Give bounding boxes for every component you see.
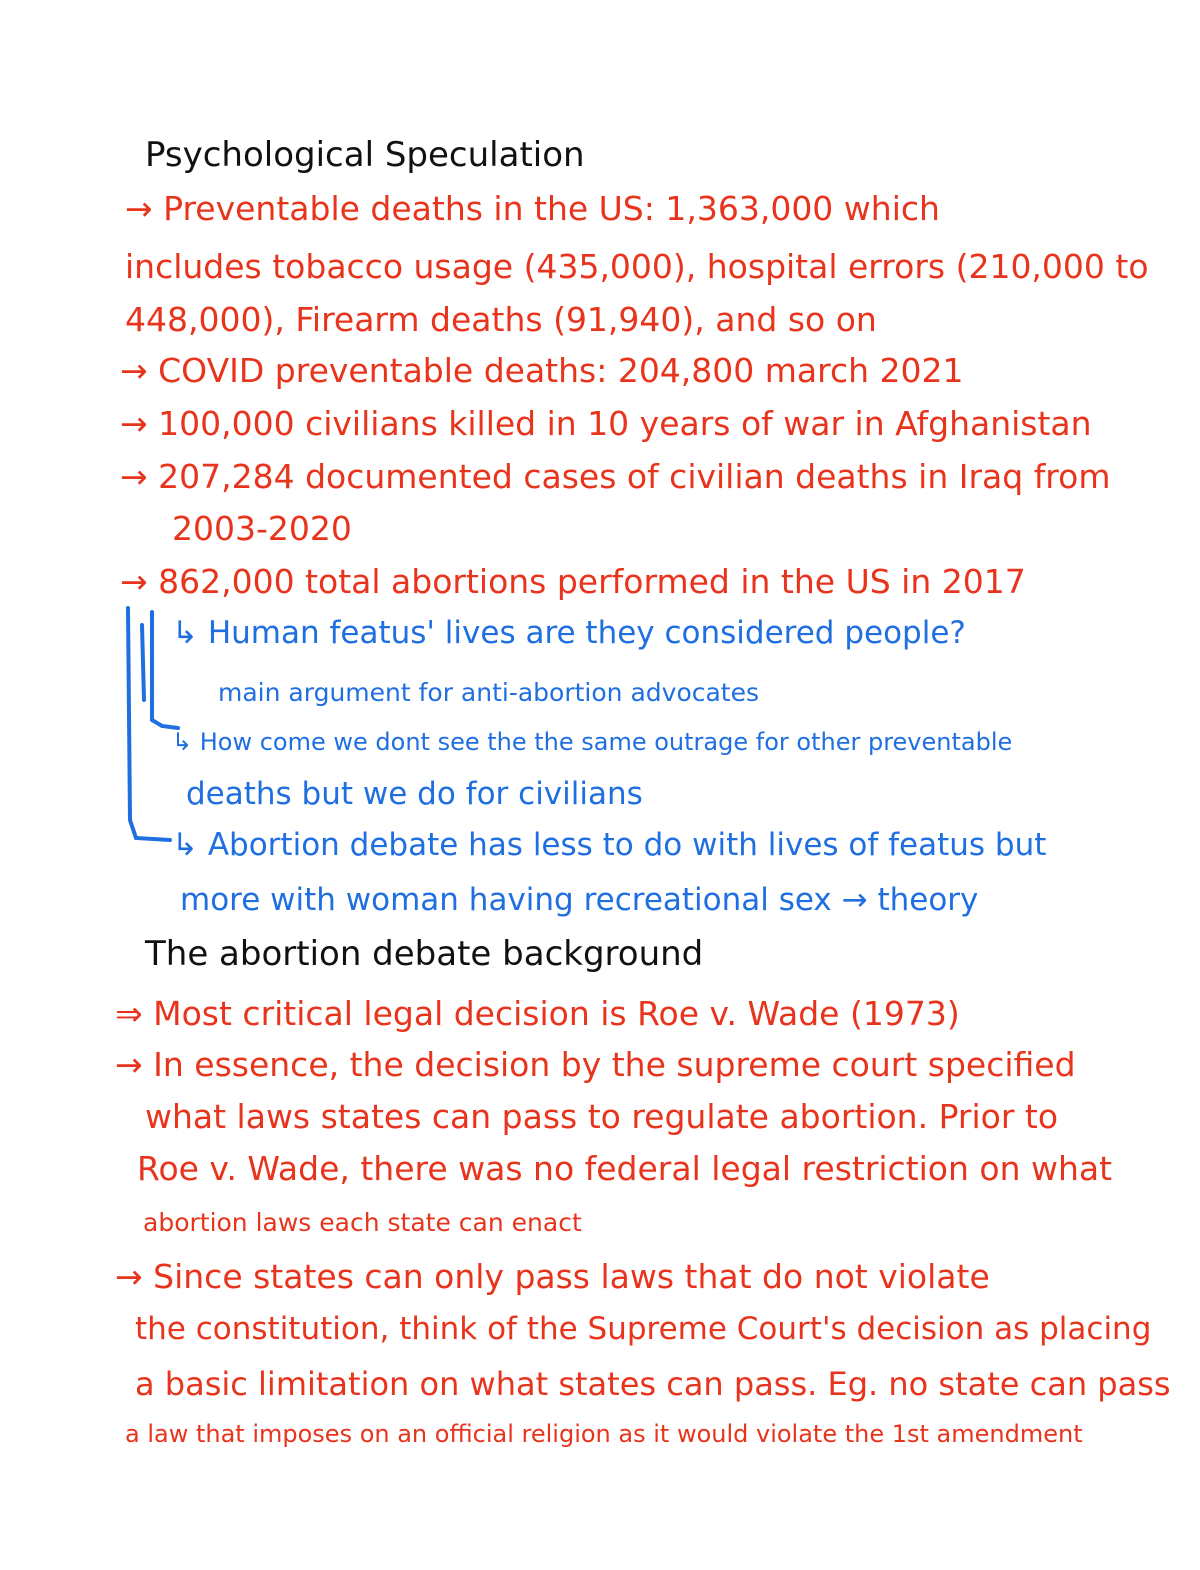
blue-note-line: main argument for anti-abortion advocates [218,678,760,707]
section-title-abortion-debate-background: The abortion debate background [145,934,704,974]
note-line: → COVID preventable deaths: 204,800 march 2021 [120,351,964,390]
note-line: 2003-2020 [172,509,352,548]
note-line: a basic limitation on what states can pass. Eg. no state can pass [135,1365,1171,1403]
note-line: → 862,000 total abortions performed in the US in 2017 [120,562,1026,601]
blue-note-line: more with woman having recreational sex → theory [180,882,979,918]
note-line: includes tobacco usage (435,000), hospital errors (210,000 to [125,247,1149,286]
note-line: 448,000), Firearm deaths (91,940), and so on [125,300,877,339]
note-line: a law that imposes on an official religion as it would violate the 1st amendment [125,1420,1083,1448]
blue-note-line: deaths but we do for civilians [186,776,643,812]
blue-note-line: ↳ How come we dont see the the same outrage for other preventable [172,728,1013,756]
blue-note-line: ↳ Abortion debate has less to do with lives of featus but [172,827,1047,863]
note-line: the constitution, think of the Supreme Court's decision as placing [135,1311,1152,1347]
note-line: ⇒ Most critical legal decision is Roe v. Wade (1973) [115,994,960,1033]
note-line: what laws states can pass to regulate abortion. Prior to [145,1097,1059,1136]
section-title-psychological-speculation: Psychological Speculation [145,135,585,175]
note-line: → Since states can only pass laws that do not violate [115,1257,990,1296]
note-line: → In essence, the decision by the supreme court specified [115,1045,1076,1084]
bracket-line-outer [128,608,170,840]
bracket-line-side [142,625,144,700]
blue-note-line: ↳ Human featus' lives are they considered people? [172,615,966,651]
note-line: → Preventable deaths in the US: 1,363,000 which [125,189,940,228]
note-line: → 207,284 documented cases of civilian deaths in Iraq from [120,457,1111,496]
note-line: → 100,000 civilians killed in 10 years of war in Afghanistan [120,404,1092,443]
note-line: abortion laws each state can enact [143,1208,582,1237]
note-line: Roe v. Wade, there was no federal legal restriction on what [137,1149,1113,1188]
